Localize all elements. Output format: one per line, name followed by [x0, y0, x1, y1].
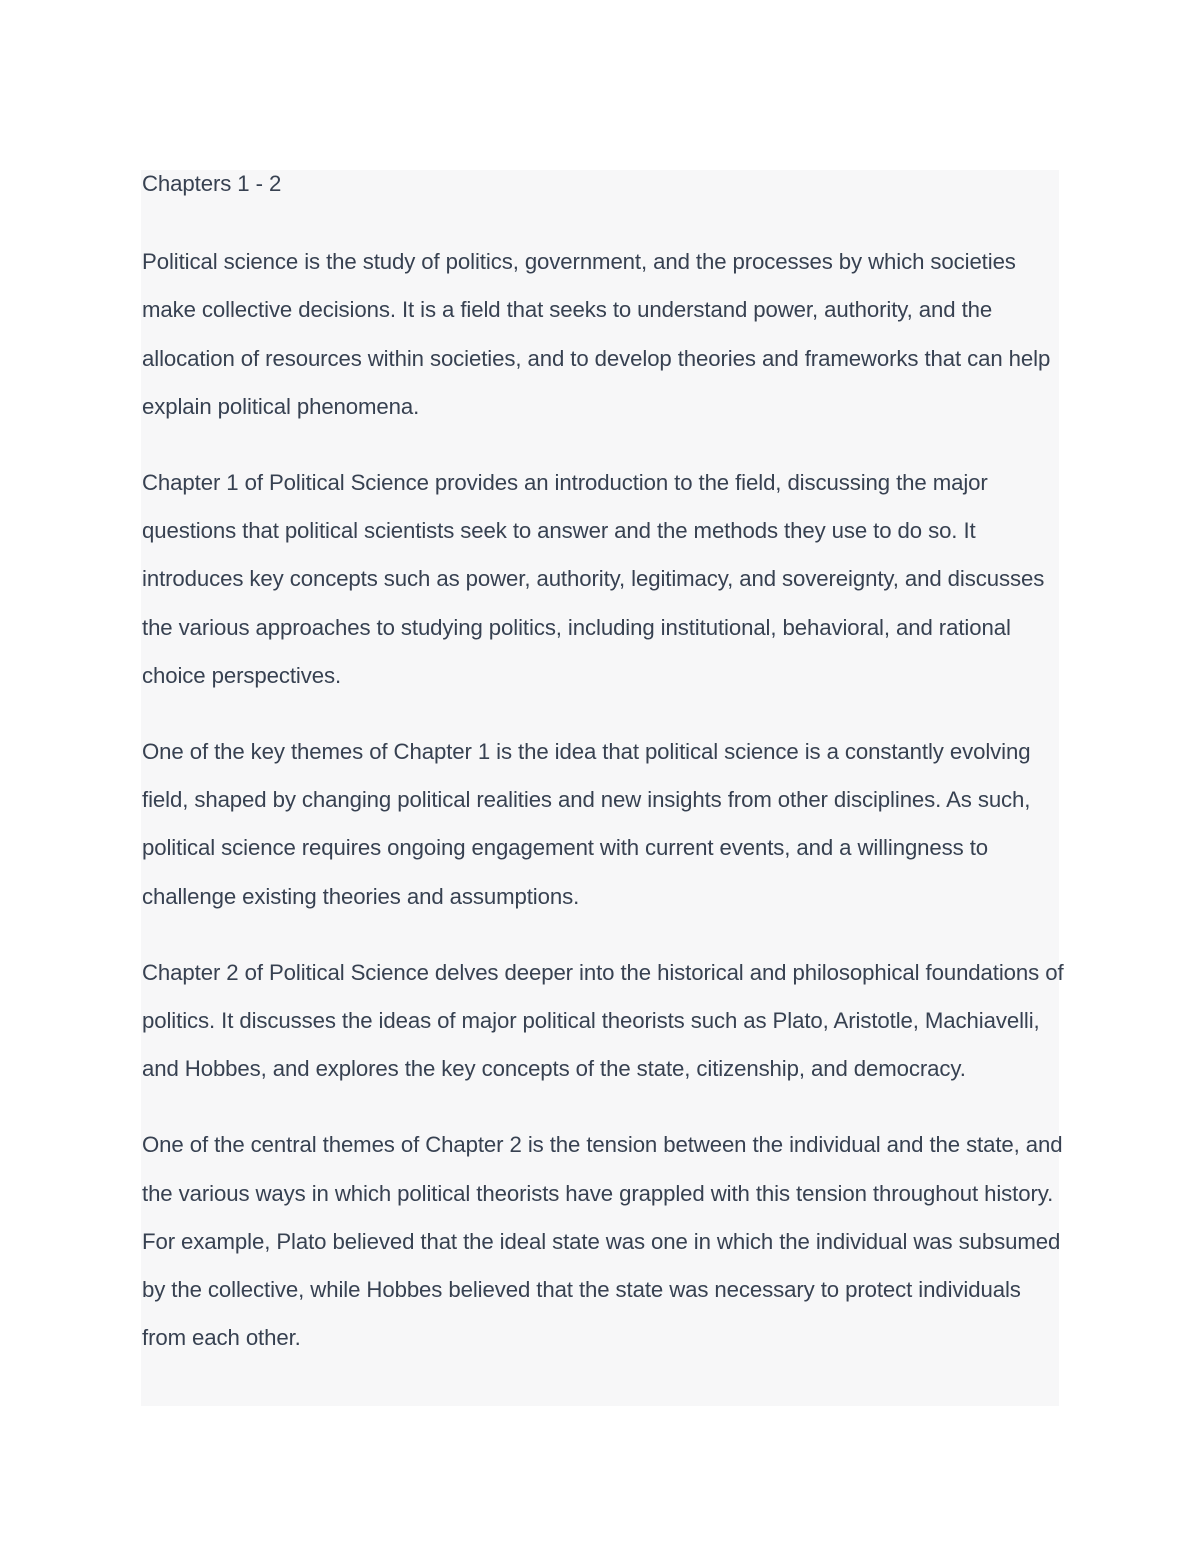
document-heading: Chapters 1 - 2 [142, 171, 282, 196]
paragraph-intro: Political science is the study of politics, government, and the processes by which societies make collective decisions. It is a field that seeks to understand power, authority, and the allocation of resources within societies, and to develop theories and frameworks that can help explain political phenomena. [142, 249, 1051, 419]
document-body [142, 160, 1067, 1390]
paragraph-chapter-1-theme: One of the key themes of Chapter 1 is the idea that political science is a constantly evolving field, shaped by changing political realities and new insights from other disciplines. As such, political science requires ongoing engagement with current events, and a willingness to challenge existing theories and assumptions. [142, 739, 1031, 909]
paragraph-chapter-2-theme: One of the central themes of Chapter 2 is the tension between the individual and the state, and the various ways in which political theorists have grappled with this tension throughout history. For example, Plato believed that the ideal state was one in which the individual was subsumed by the collective, while Hobbes believed that the state was necessary to protect individuals from each other. [142, 1132, 1063, 1351]
paragraph-chapter-1: Chapter 1 of Political Science provides an introduction to the field, discussing the major questions that political scientists seek to answer and the methods they use to do so. It introduces key concepts such as power, authority, legitimacy, and sovereignty, and discusses the various approaches to studying politics, including institutional, behavioral, and rational choice perspectives. [142, 470, 1045, 688]
paragraph-chapter-2: Chapter 2 of Political Science delves deeper into the historical and philosophical foundations of politics. It discusses the ideas of major political theorists such as Plato, Aristotle, Machiavelli, and Hobbes, and explores the key concepts of the state, citizenship, and democracy. [142, 959, 1064, 1082]
